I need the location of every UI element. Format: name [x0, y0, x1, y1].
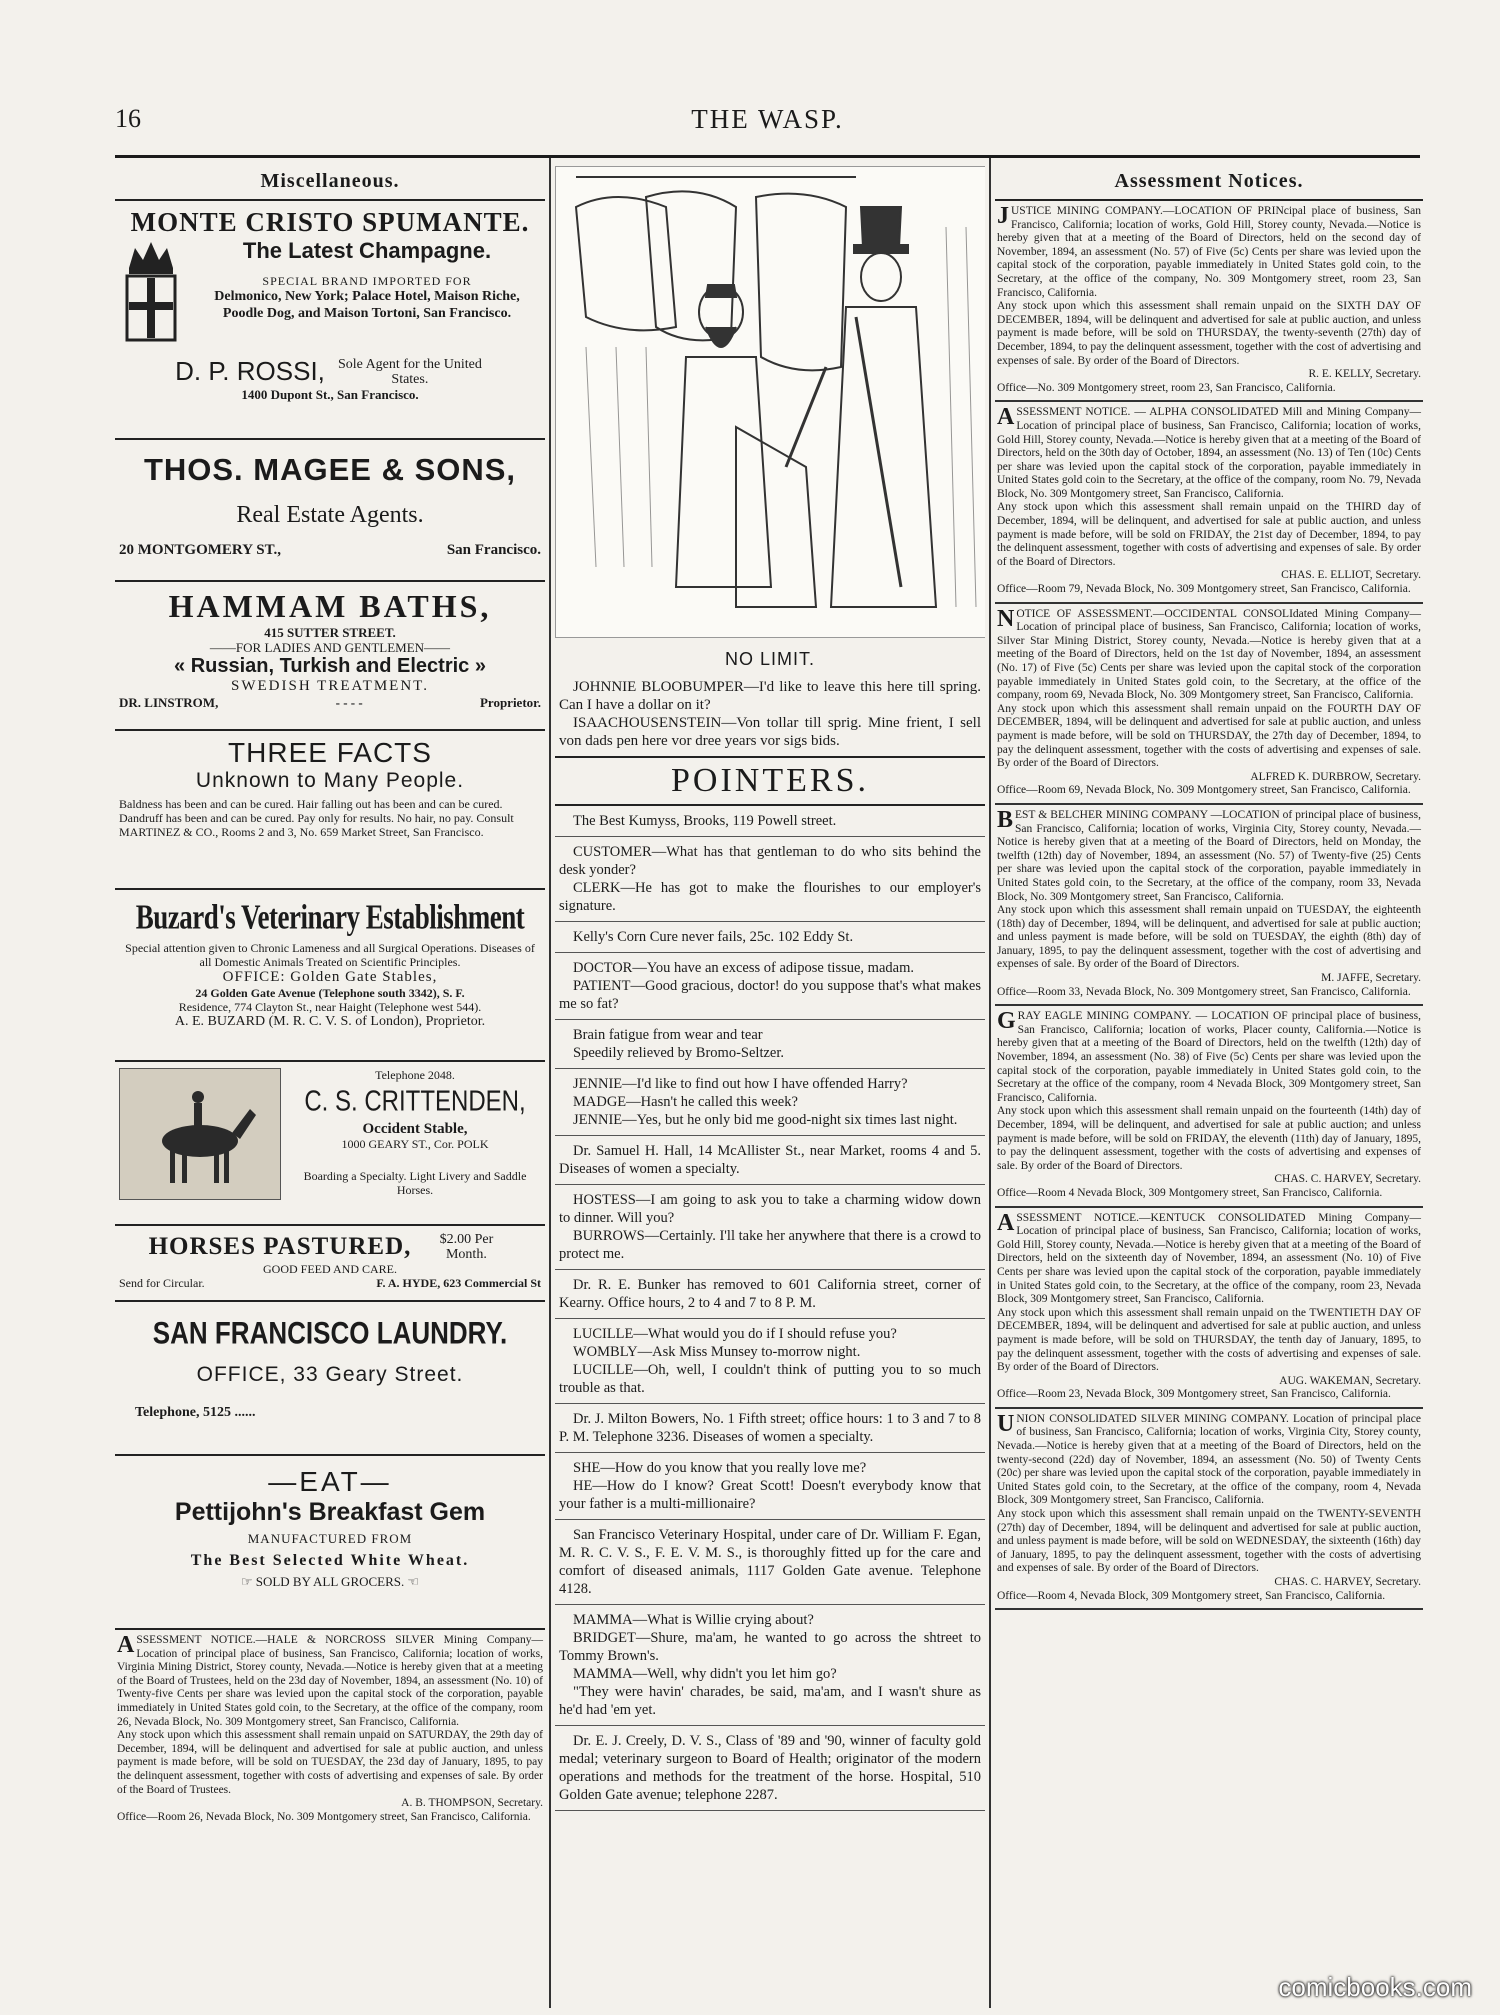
ad-title: THOS. MAGEE & SONS,: [143, 452, 517, 487]
header-rule: [115, 155, 1420, 158]
notice-signature: A. B. THOMPSON, Secretary.: [401, 1797, 543, 1810]
notice-signature: R. E. KELLY, Secretary.: [1308, 368, 1421, 381]
pointer-line: LUCILLE—Oh, well, I couldn't think of putting you to so much trouble as that.: [559, 1362, 981, 1396]
pointer-line: Speedily relieved by Bromo-Seltzer.: [573, 1045, 785, 1061]
pointer-line: Brain fatigue from wear and tear: [573, 1027, 763, 1043]
notice-body-2: Any stock upon which this assessment shall remain unpaid on the FOURTH DAY OF DECEMBER, 1894, will be delinquent and advertised for sale at public auction, and unless payment is made before, will be sold on THURSDAY, the 27th day of December, 1894, to pay the delinquent assessment, together with the costs of advertising and expenses of sale. By order of the Board of Directors.: [997, 702, 1421, 770]
office: OFFICE: Golden Gate Stables,: [222, 969, 438, 985]
ad-subtitle: The Latest Champagne.: [242, 238, 492, 263]
notice-office: Office—Room 26, Nevada Block, No. 309 Montgomery street, San Francisco, California.: [117, 1810, 531, 1823]
agent-role: Sole Agent for the United States.: [337, 356, 482, 387]
notice-signature: AUG. WAKEMAN, Secretary.: [1279, 1374, 1421, 1387]
pointer-line: MAMMA—Well, why didn't you let him go?: [573, 1666, 837, 1682]
eat-line: —EAT—: [268, 1466, 392, 1497]
pointer-item: [555, 1404, 985, 1453]
pointer-line: Dr. J. Milton Bowers, No. 1 Fifth street; office hours: 1 to 3 and 7 to 8 P. M. Telephone 3236. Diseases of women a specialty.: [559, 1411, 981, 1445]
pointer-line: Dr. R. E. Bunker has removed to 601 California street, corner of Kearny. Office hours, 2 to 4 and 7 to 8 P. M.: [559, 1277, 981, 1311]
page-number: 16: [115, 104, 141, 133]
pointer-item: [555, 1069, 985, 1136]
ad-three-facts: [115, 731, 545, 890]
pointer-line: San Francisco Veterinary Hospital, under care of Dr. William F. Egan, M. R. C. V. S., F. E. V. M. S., is thoroughly fitted up for the care and comfort of diseased animals, 1117 Golden Gate avenue. Telephone 4128.: [559, 1527, 981, 1597]
brand-line: SPECIAL BRAND IMPORTED FOR: [262, 274, 472, 288]
pointer-item: [555, 1453, 985, 1520]
notice-body: RAY EAGLE MINING COMPANY. — LOCATION OF principal place of business, San Francisco, California; location of works, Placer county, California.—Notice is hereby given that at a meeting of the Board of Directors, held on the twelfth (12th) day of November, 1894, an assessment (No. 38) of Five (5c) Cents per share was levied upon the capital stock of the corporation, payable immediately in United States gold coin, to the Secretary at the office of the company, room 4 Nevada Block, 309 Montgomery street, San Francisco, California.: [997, 1010, 1421, 1104]
dropcap: N: [997, 605, 1015, 632]
assessment-notice: [995, 1409, 1423, 1610]
stable: Occident Stable,: [362, 1121, 468, 1137]
dropcap: B: [997, 806, 1014, 833]
services: « Russian, Turkish and Electric »: [174, 655, 486, 677]
column-pointers: [555, 160, 985, 2010]
pointer-line: LUCILLE—What would you do if I should refuse you?: [573, 1326, 897, 1342]
notice-body: SSESSMENT NOTICE.—KENTUCK CONSOLIDATED Mining Company—Location of principal place of business, San Francisco, California; location of works, Gold Hill, Storey county, Nevada.—Notice is hereby given that at a meeting of the Board of Directors, held on the sixteenth day of November, 1894, an assessment (No. 10) of Five Cents per share was levied upon the capital stock of the corporation, payable immediately in United States gold coin, to the Secretary, at the office of the company, room 23, Nevada Block, 309 Montgomery street, San Francisco, California.: [997, 1211, 1422, 1306]
ad-note: Boarding a Specialty. Light Livery and Saddle Horses.: [303, 1169, 527, 1197]
ad-address-row: [119, 543, 541, 558]
proprietor-right: Proprietor.: [479, 695, 541, 710]
office-address: 24 Golden Gate Avenue (Telephone south 3342), S. F.: [195, 986, 465, 1000]
ad-body: [119, 238, 541, 350]
pointer-item: [555, 953, 985, 1020]
column-assessment-notices: [995, 160, 1423, 2010]
section-title: Assessment Notices.: [995, 160, 1423, 201]
ad-address: 1400 Dupont St., San Francisco.: [241, 387, 419, 402]
pointer-item: [555, 1136, 985, 1185]
ad-subtitle: Real Estate Agents.: [236, 502, 424, 528]
assessment-notice: [995, 1006, 1423, 1207]
notice-signature: ALFRED K. DURBROW, Secretary.: [1250, 770, 1421, 783]
dropcap: A: [117, 1632, 135, 1658]
proprietor: A. E. BUZARD (M. R. C. V. S. of London), Proprietor.: [174, 1014, 486, 1029]
pointer-item: [555, 806, 985, 837]
watermark: comicbooks.com: [1278, 1972, 1472, 2002]
pointer-line: HE—How do I know? Great Scott! Doesn't everybody know that your father is a multi-millionaire?: [559, 1478, 981, 1512]
telephone: Telephone, 5125 ......: [135, 1405, 256, 1420]
ad-address: 1000 GEARY ST., Cor. POLK: [341, 1137, 489, 1151]
ad-body: Baldness has been and can be cured. Hair falling out has been and can be cured. Dandruff has been and can be cured. Pay only for results. No hair, no pay. Consult MARTINEZ & CO., Rooms 2 and 3, No. 659 Market Street, San Francisco.: [119, 797, 514, 839]
pointer-line: JENNIE—Yes, but he only bid me good-night six times last night.: [573, 1112, 958, 1128]
notice-office: Office—No. 309 Montgomery street, room 23, San Francisco, California.: [997, 381, 1336, 394]
price: $2.00 Per Month.: [439, 1232, 494, 1262]
ad-crittenden: [115, 1062, 545, 1226]
notice-body-2: Any stock upon which this assessment shall remain unpaid on the SIXTH DAY OF DECEMBER, 1894, will be delinquent and advertised for sale at public auction, and unless payment is made before, will be sold on THURSDAY, the twenty-seventh (27th) day of December, 1894, to pay the delinquent assessment, together with the cost of advertising and expenses of sale. By order of the Board of Directors.: [997, 300, 1421, 367]
pointer-line: JENNIE—I'd like to find out how I have offended Harry?: [573, 1076, 908, 1092]
notice-office: Office—Room 69, Nevada Block, No. 309 Montgomery street, San Francisco, California.: [997, 784, 1411, 797]
pointer-item: [555, 837, 985, 922]
pointer-line: WOMBLY—Ask Miss Munsey to-morrow night.: [573, 1344, 861, 1360]
ad-sf-laundry: [115, 1302, 545, 1456]
circular: Send for Circular.: [119, 1276, 205, 1290]
pointer-item: [555, 1185, 985, 1270]
notice-body-2: Any stock upon which this assessment shall remain unpaid on SATURDAY, the 29th day of December, 1894, will be delinquent and advertised for sale at public auction, and unless payment is made before, will be sold on TUESDAY, the 23d day of January, 1895, to pay the delinquent assessment, together with costs of advertising and expenses of sale. By order of the Board of Trustees.: [117, 1729, 543, 1796]
pointer-line: Dr. Samuel H. Hall, 14 McAllister St., near Market, rooms 4 and 5. Diseases of women a specialty.: [559, 1143, 981, 1177]
dialog-line-2: ISAACHOUSENSTEIN—Von tollar till sprig. Mine frient, I sell von dads pen here vor dree years vor sigs bids.: [559, 715, 981, 749]
street: 415 SUTTER STREET.: [264, 625, 396, 640]
pointer-item: [555, 1726, 985, 1811]
notice-signature: CHAS. C. HARVEY, Secretary.: [1274, 1173, 1421, 1186]
ad-hammam-baths: [115, 582, 545, 731]
hyde-address: F. A. HYDE, 623 Commercial St: [376, 1276, 541, 1290]
ad-title: C. S. CRITTENDEN,: [304, 1085, 526, 1118]
pointer-line: Kelly's Corn Cure never fails, 25c. 102 Eddy St.: [573, 929, 854, 945]
for-line: ——FOR LADIES AND GENTLEMEN——: [209, 640, 451, 655]
ad-thos-magee: [115, 440, 545, 582]
notice-hale-norcross: [115, 1630, 545, 1829]
notice-body: SSESSMENT NOTICE.—HALE & NORCROSS SILVER Mining Company—Location of principal place of business, San Francisco, California; location of works, Virginia Mining District, Storey county, Nevada.—Notice is hereby given that at a meeting of the Board of Trustees, held on the 23d day of November, 1894, an assessment (No. 10) of Twenty-five Cents per share was levied upon the capital stock of the corporation, payable immediately in United States gold coin, to the Secretary, at the office of the company, room 26, Nevada Block, No. 309 Montgomery street, San Francisco, California.: [117, 1634, 543, 1728]
ad-title: Pettijohn's Breakfast Gem: [174, 1498, 486, 1526]
crown-crest-icon: [119, 238, 183, 350]
ad-title: HAMMAM BATHS,: [168, 588, 492, 624]
assessment-notice: [995, 805, 1423, 1006]
pointer-line: DOCTOR—You have an excess of adipose tissue, madam.: [573, 960, 914, 976]
ad-pettijohn: [115, 1456, 545, 1630]
dropcap: A: [997, 404, 1015, 431]
pointer-line: The Best Kumyss, Brooks, 119 Powell street.: [573, 813, 837, 829]
assessment-notice: [995, 1208, 1423, 1409]
pointer-item: [555, 1605, 985, 1726]
pointer-item: [555, 1270, 985, 1319]
assessment-notice: [995, 402, 1423, 603]
ad-horses-pastured: [115, 1226, 545, 1302]
notices-list: [995, 201, 1423, 1610]
horse-rider-illustration: [119, 1068, 281, 1200]
ad-title: Buzard's Veterinary Establishment: [135, 897, 525, 937]
notice-body: SSESSMENT NOTICE. — ALPHA CONSOLIDATED Mill and Mining Company—Location of principal place of business, San Francisco, California; location of works, Gold Hill, Storey county, Nevada.—Notice is hereby given that at a meeting of the Board of Directors, held on the 30th day of October, 1894, an assessment (No. 13) of Ten (10c) Cents per share was levied upon the capital stock of the corporation, payable immediately in United States gold coin to the Secretary, at the office of the company, room No. 79, Nevada Block, No. 309 Montgomery street, San Francisco, California.: [997, 406, 1422, 500]
notice-body: USTICE MINING COMPANY.—LOCATION OF PRINcipal place of business, San Francisco, California; location of works, Gold Hill, Storey county, Nevada.—Notice is hereby given that at a meeting of the Board of Directors, held on the second day of November, 1894, an assessment (No. 57) of Five (5c) Cents per share was levied upon the capital stock of the corporation, payable immediately in United States gold coin, to the Secretary, at the office of the company, No. 309 Montgomery street, room 23, San Francisco, California.: [997, 205, 1421, 299]
proprietor-dashes: - - - -: [335, 695, 363, 710]
pointer-line: SHE—How do you know that you really love me?: [573, 1460, 867, 1476]
column-rule-2: [989, 158, 991, 2008]
dialog-line-1: JOHNNIE BLOOBUMPER—I'd like to leave this here till spring. Can I have a dollar on it?: [559, 679, 981, 713]
pointer-item: [555, 1520, 985, 1605]
pointer-line: CLERK—He has got to make the flourishes to our employer's signature.: [559, 880, 981, 914]
notice-signature: CHAS. C. HARVEY, Secretary.: [1274, 1576, 1421, 1588]
column-miscellaneous: [115, 160, 545, 2010]
treatment: SWEDISH TREATMENT.: [231, 678, 429, 694]
sold-line: ☞ SOLD BY ALL GROCERS. ☜: [240, 1574, 420, 1589]
notice-body: EST & BELCHER MINING COMPANY —LOCATION of principal place of business, San Francisco, California; location of works, Virginia City, Storey county, Nevada.—Notice is hereby given that at a meeting of the Board of Directors, held on Monday, the twelfth (12th) day of November, 1894, an assessment (No. 57) of Twenty-five (25) Cents per share was levied upon the capital stock of the corporation, payable immediately in United States gold coin, to the Secretary, at the office of the company, room 33, Nevada Block, No. 309 Montgomery street, San Francisco, California.: [997, 808, 1421, 903]
ad-monte-cristo: [115, 201, 545, 440]
venues: Delmonico, New York; Palace Hotel, Maison Riche, Poodle Dog, and Maison Tortoni, San Francisco.: [214, 289, 520, 321]
ad-body: Special attention given to Chronic Lameness and all Surgical Operations. Diseases of all Domestic Animals Treated on Scientific Principles.: [125, 941, 535, 969]
pointer-line: BURROWS—Certainly. I'll take her anywhere that there is a crowd to protect me.: [559, 1228, 981, 1262]
residence: Residence, 774 Clayton St., near Haight (Telephone west 544).: [178, 1000, 482, 1014]
pointer-line: BRIDGET—Shure, ma'am, he wanted to go across the shtreet to Tommy Brown's.: [559, 1630, 981, 1664]
pointer-line: PATIENT—Good gracious, doctor! do you suppose that's what makes me so fat?: [559, 978, 981, 1012]
office: OFFICE, 33 Geary Street.: [196, 1363, 464, 1386]
notice-body-2: Any stock upon which this assessment shall remain unpaid on the TWENTIETH DAY OF DECEMBER, 1894, will be delinquent and advertised for sale at public auction, and unless payment is made before, will be sold on THURSDAY, the tenth day of January, 1895, to pay the delinquent assessment, together with the costs of advertising and expenses of sale. By order of the Board of Directors.: [997, 1306, 1421, 1374]
pointer-line: Dr. E. J. Creely, D. V. S., Class of '89 and '90, winner of faculty gold medal; veterinary surgeon to Board of Health; originator of the modern operations and methods for the treatment of the horse. Hospital, 510 Golden Gate avenue; telephone 2287.: [559, 1733, 981, 1803]
dropcap: A: [997, 1209, 1015, 1236]
notice-office: Office—Room 4, Nevada Block, 309 Montgomery street, San Francisco, California.: [997, 1589, 1386, 1602]
notice-body: OTICE OF ASSESSMENT.—OCCIDENTAL CONSOLIdated Mining Company—Location of principal place of business, San Francisco, California; location of works, Silver Star Mining District, Storey county, Nevada.—Notice is hereby given that at a meeting of the Board of Directors, held on the 1st day of November, 1894, an assessment (No. 17) of Five (5c) Cents per share was levied upon the capital stock of the corporation payable immediately in United States gold coin, to the Secretary, at the office of the company, room 69, Nevada Block, No. 309 Montgomery street, San Francisco, California.: [997, 607, 1421, 702]
telephone: Telephone 2048.: [375, 1068, 455, 1082]
pointer-line: CUSTOMER—What has that gentleman to do who sits behind the desk yonder?: [559, 844, 981, 878]
notice-body-2: Any stock upon which this assessment shall remain unpaid on the fourteenth (14th) day of December, 1894, will be delinquent, and advertised for sale at public auction; and unless payment is made before, will be sold on FRIDAY, the eleventh (11th) day of January, 1895, to pay the delinquent assessment, together with the costs of advertising and expenses of sale. By order of the Board of Directors.: [997, 1105, 1421, 1172]
notice-body-2: Any stock upon which this assessment shall remain unpaid on the TWENTY-SEVENTH (27th) day of December, 1894, will be delinquent and advertised for sale at public auction, and unless payment is made before, will be sold on WEDNESDAY, the sixteenth (16th) day of January, 1895, to pay the delinquent assessment, together with the costs of advertising and expenses of sale. By order of the Board of Directors.: [997, 1508, 1421, 1575]
ad-title: HORSES PASTURED,: [148, 1233, 412, 1260]
address-left: 20 MONTGOMERY ST.,: [119, 542, 281, 558]
no-limit-illustration: [555, 166, 985, 638]
wheat-line: The Best Selected White Wheat.: [190, 1552, 470, 1569]
dropcap: J: [997, 203, 1009, 229]
notice-office: Office—Room 79, Nevada Block, No. 309 Montgomery street, San Francisco, California.: [997, 583, 1411, 596]
column-rule-1: [549, 158, 551, 2008]
section-title: Miscellaneous.: [115, 160, 545, 201]
assessment-notice: [995, 201, 1423, 402]
notice-office: Office—Room 33, Nevada Block, No. 309 Montgomery street, San Francisco, California.: [997, 985, 1411, 998]
pointer-line: HOSTESS—I am going to ask you to take a charming widow down to dinner. Will you?: [559, 1192, 981, 1226]
notice-office: Office—Room 23, Nevada Block, 309 Montgomery street, San Francisco, California.: [997, 1388, 1391, 1401]
proprietor-left: DR. LINSTROM,: [119, 695, 219, 710]
address-right: San Francisco.: [446, 542, 541, 558]
notice-signature: CHAS. E. ELLIOT, Secretary.: [1281, 569, 1421, 582]
cartoon-dialog: [555, 678, 985, 750]
illustration-caption: NO LIMIT.: [724, 649, 815, 669]
pointer-line: MAMMA—What is Willie crying about?: [573, 1612, 814, 1628]
notice-body-2: Any stock upon which this assessment shall remain unpaid on the THIRD day of December, 1894, will be delinquent, and advertised for sale at public auction, and unless payment is made before, will be sold on FRIDAY, the 21st day of December, 1894, to pay the delinquent assessment, together with costs of advertising and expenses of sale. By order of the Board of Directors.: [997, 501, 1421, 568]
notice-signature: M. JAFFE, Secretary.: [1321, 972, 1421, 985]
masthead: THE WASP.: [691, 104, 844, 134]
notice-body-2: Any stock upon which this assessment shall remain unpaid on TUESDAY, the eighteenth (18th) day of December, 1894, will be delinquent, and advertised for sale at public auction; and unless payment is made before, will be sold on TUESDAY, the eighth (8th) day of January, 1895, to pay the delinquent assessment, together with the cost of advertising and expenses of sale. By order of the Board of Directors.: [997, 904, 1421, 971]
pointer-item: [555, 922, 985, 953]
agent-name: D. P. ROSSI,: [175, 356, 325, 386]
proprietor-row: [119, 695, 541, 710]
ad-subtitle: Unknown to Many People.: [195, 769, 465, 792]
notice-body: NION CONSOLIDATED SILVER MINING COMPANY. Location of principal place of business, San Francisco, California; location of works, Virginia City, Storey county, Nevada.—Notice is hereby given that at a meeting of the Board of Directors, held on the twenty-second (22d) day of November, 1894, an assessment (No. 50) of Twenty Cents (20c) per share was levied upon the capital stock of the corporation, payable immediately in United States gold coin, to the Secretary, at the office of the company, room 4, Nevada Block, 309 Montgomery street, San Francisco, California.: [997, 1412, 1421, 1507]
ad-title: SAN FRANCISCO LAUNDRY.: [152, 1314, 508, 1351]
ad-buzard-veterinary: [115, 890, 545, 1062]
manufactured: MANUFACTURED FROM: [247, 1531, 413, 1546]
page-header: [115, 104, 1420, 144]
pointers-list: [555, 806, 985, 1811]
assessment-notice: [995, 604, 1423, 805]
notice-office: Office—Room 4 Nevada Block, 309 Montgomery street, San Francisco, California.: [997, 1186, 1383, 1199]
pointer-item: [555, 1319, 985, 1404]
ad-title: MONTE CRISTO SPUMANTE.: [130, 207, 530, 237]
ad-title: THREE FACTS: [228, 737, 432, 768]
pointer-line: MADGE—Hasn't he called this week?: [573, 1094, 798, 1110]
dropcap: U: [997, 1410, 1015, 1437]
pointer-item: [555, 1020, 985, 1069]
ad-subtitle: GOOD FEED AND CARE.: [262, 1262, 397, 1276]
pointers-title: POINTERS.: [555, 756, 985, 806]
pointer-line: "They were havin' charades, be said, ma'am, and I wasn't shure as he'd had 'em yet.: [559, 1684, 981, 1718]
dropcap: G: [997, 1008, 1016, 1035]
ad-footer-row: [119, 1276, 541, 1290]
